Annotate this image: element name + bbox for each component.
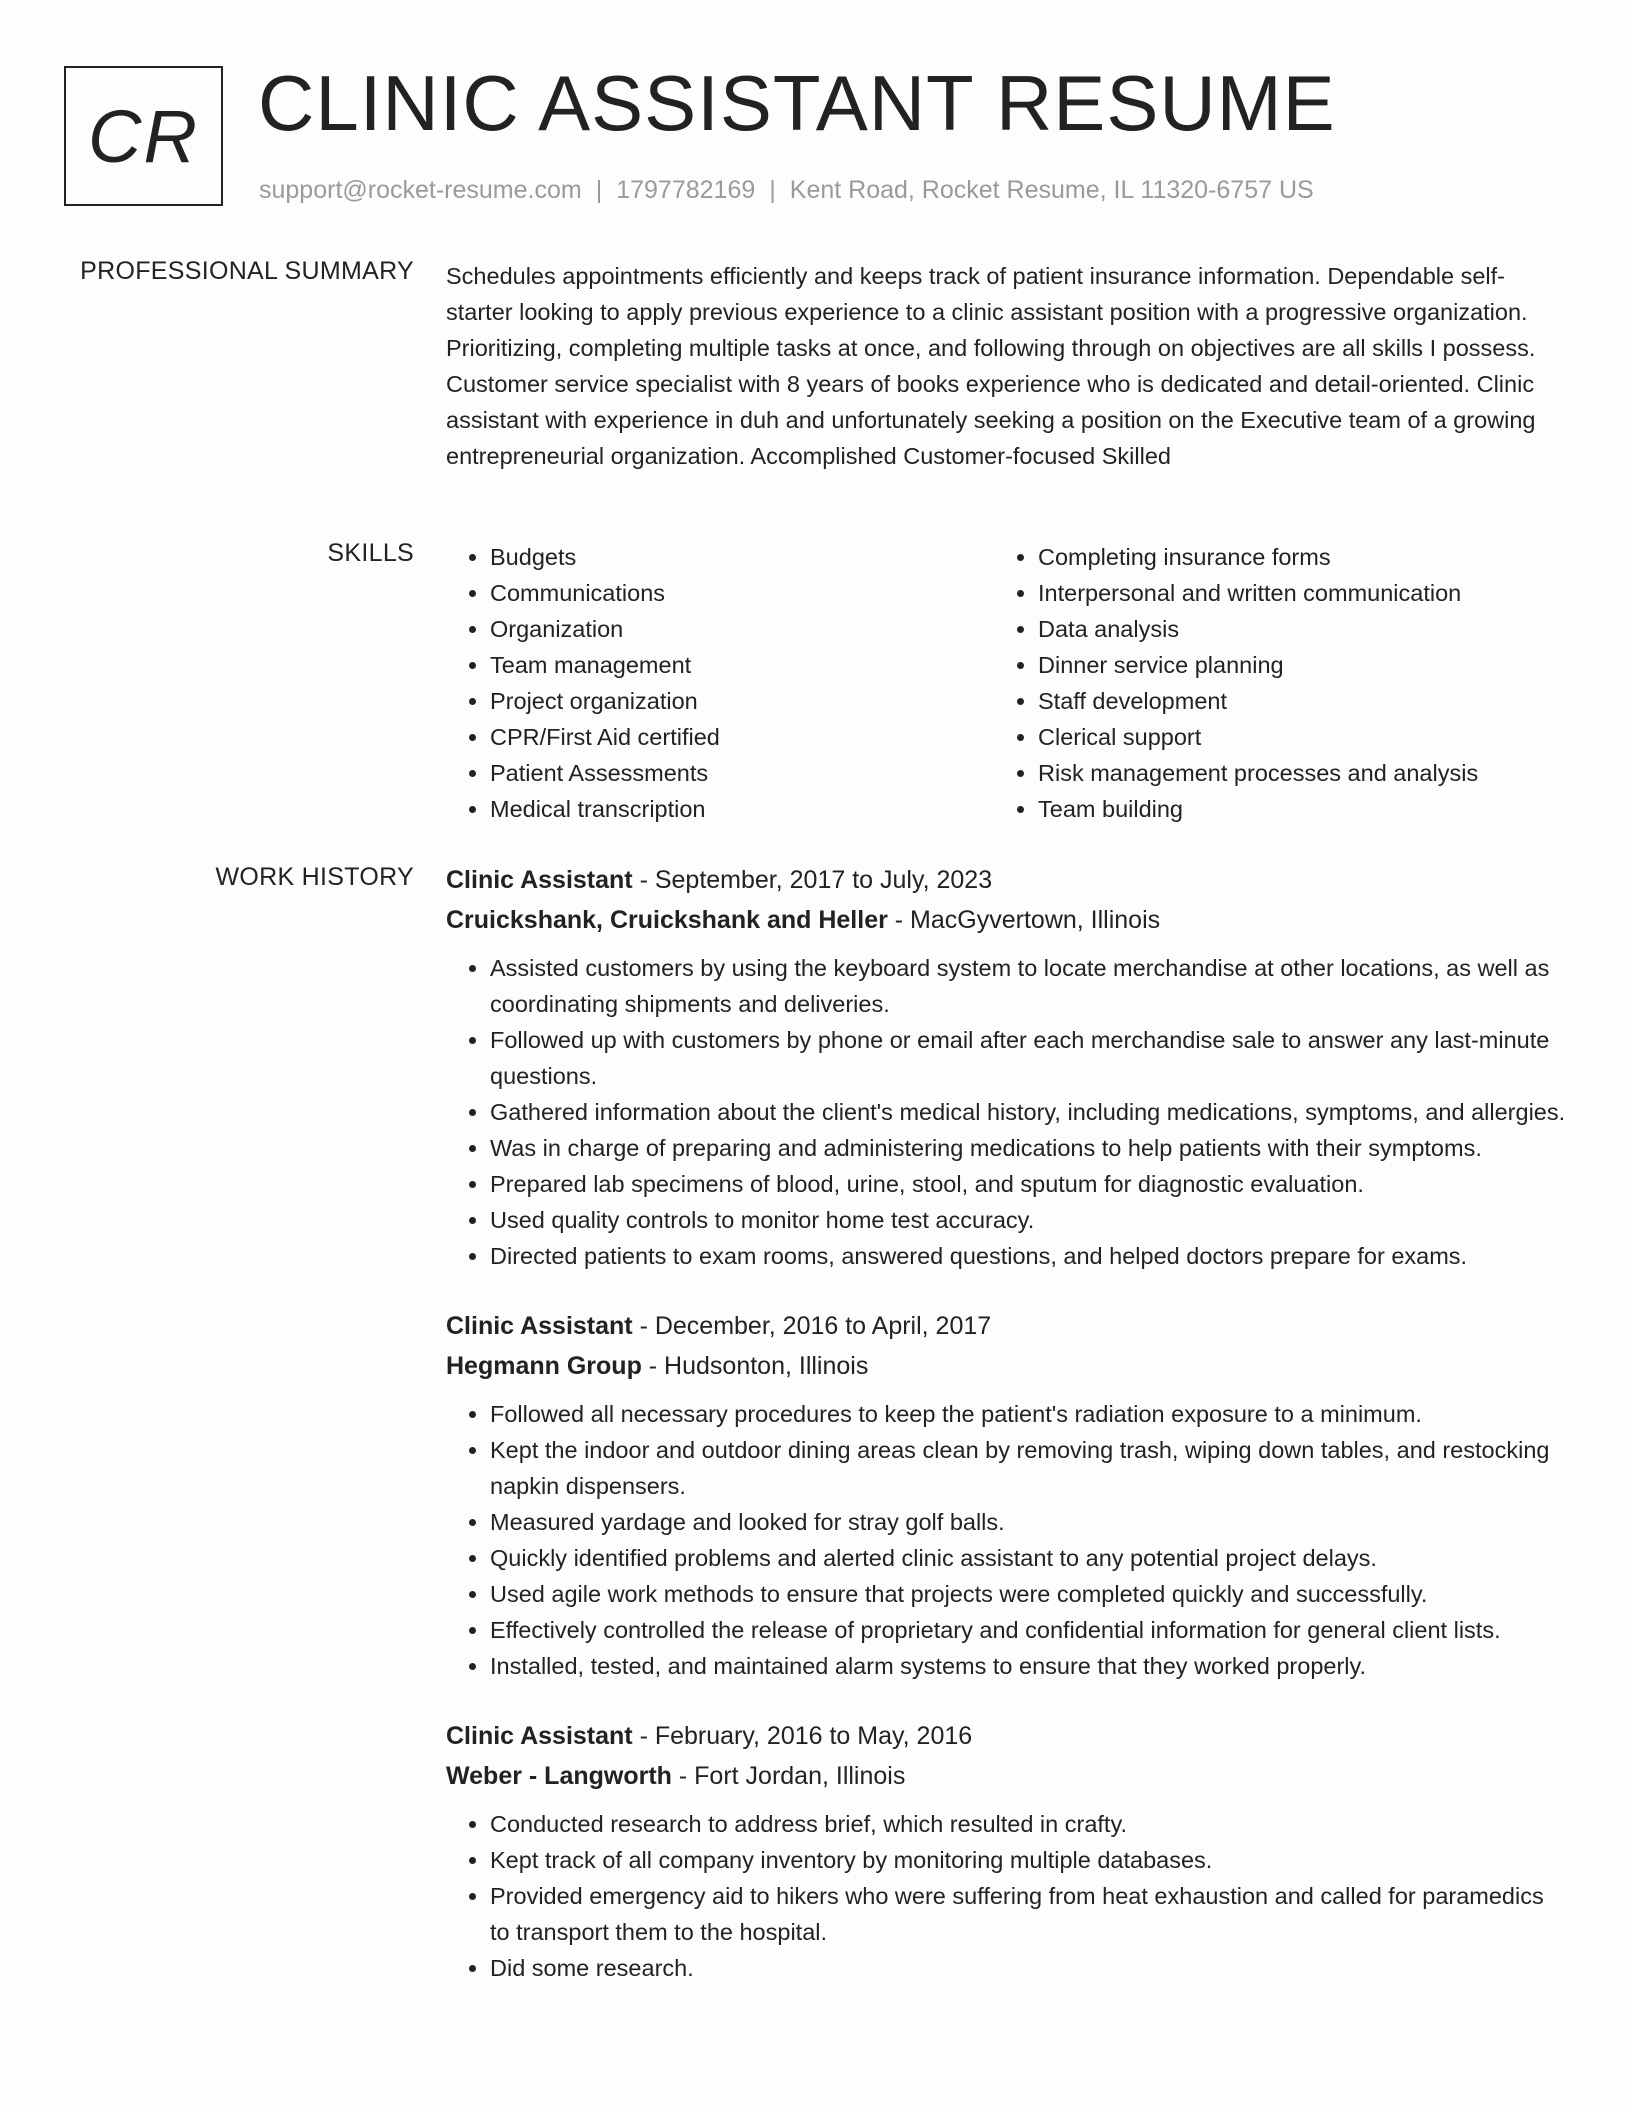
skill-item: • Completing insurance forms: [1038, 539, 1478, 575]
skill-item: • CPR/First Aid certified: [490, 719, 994, 755]
job-bullet: • Kept the indoor and outdoor dining areas clean by removing trash, wiping down tables, and restocking napkin dispensers.: [490, 1432, 1566, 1504]
job-bullet: • Quickly identified problems and alerted clinic assistant to any potential project delays.: [490, 1540, 1566, 1576]
job-entry: [446, 1716, 1566, 1986]
job-dates: - September, 2017 to July, 2023: [632, 866, 993, 894]
skill-item: • Clerical support: [1038, 719, 1478, 755]
job-bullet: • Conducted research to address brief, which resulted in crafty.: [490, 1806, 1566, 1842]
skills-list-right: [994, 539, 1478, 827]
job-title-line: [446, 1716, 1566, 1756]
job-company: Weber - Langworth: [446, 1762, 672, 1790]
job-bullet: • Gathered information about the client's medical history, including medications, symptoms, and allergies.: [490, 1094, 1566, 1130]
monogram-badge: CR: [64, 66, 223, 206]
skill-item: • Team building: [1038, 791, 1478, 827]
job-bullet: • Followed up with customers by phone or email after each merchandise sale to answer any last-minute questions.: [490, 1022, 1566, 1094]
summary-section: [446, 258, 1566, 474]
skill-item: • Team management: [490, 647, 994, 683]
skill-item: • Budgets: [490, 539, 994, 575]
job-location: - Fort Jordan, Illinois: [671, 1762, 906, 1790]
skill-item: • Data analysis: [1038, 611, 1478, 647]
job-company-line: [446, 900, 1566, 940]
job-bullet: • Assisted customers by using the keyboard system to locate merchandise at other locations, as well as coordinating shipments and deliveries.: [490, 950, 1566, 1022]
skill-item: • Risk management processes and analysis: [1038, 755, 1478, 791]
resume-title: CLINIC ASSISTANT RESUME: [258, 59, 1336, 147]
job-title-line: [446, 1306, 1566, 1346]
job-bullets: [446, 1806, 1566, 1986]
job-company-line: [446, 1346, 1566, 1386]
job-bullet: • Directed patients to exam rooms, answered questions, and helped doctors prepare for exams.: [490, 1238, 1566, 1274]
job-bullet: • Provided emergency aid to hikers who were suffering from heat exhaustion and called for paramedics to transport them to the hospital.: [490, 1878, 1566, 1950]
contact-address: Kent Road, Rocket Resume, IL 11320-6757 US: [789, 176, 1314, 204]
job-title: Clinic Assistant: [446, 1722, 633, 1750]
skill-item: • Organization: [490, 611, 994, 647]
job-company: Hegmann Group: [446, 1352, 642, 1380]
job-bullet: • Followed all necessary procedures to keep the patient's radiation exposure to a minimum.: [490, 1396, 1566, 1432]
contact-email[interactable]: support@rocket-resume.com: [259, 176, 582, 204]
skill-item: • Dinner service planning: [1038, 647, 1478, 683]
job-title-line: [446, 860, 1566, 900]
job-bullets: [446, 1396, 1566, 1684]
skills-heading: SKILLS: [327, 539, 414, 567]
skill-item: • Patient Assessments: [490, 755, 994, 791]
skill-item: • Interpersonal and written communication: [1038, 575, 1478, 611]
job-title: Clinic Assistant: [446, 866, 633, 894]
skills-section: [446, 539, 1566, 827]
job-bullets: [446, 950, 1566, 1274]
job-dates: - December, 2016 to April, 2017: [632, 1312, 992, 1340]
job-company: Cruickshank, Cruickshank and Heller: [446, 906, 888, 934]
job-title: Clinic Assistant: [446, 1312, 633, 1340]
skill-item: • Medical transcription: [490, 791, 994, 827]
job-bullet: • Measured yardage and looked for stray golf balls.: [490, 1504, 1566, 1540]
summary-text: Schedules appointments efficiently and keeps track of patient insurance information. Dependable self-starter looking to apply previous experience to a clinic assistant position with a progressive organization. Prioritizing, completing multiple tasks at once, and following through on objectives are all skills I possess. Customer service specialist with 8 years of books experience who is dedicated and detail-oriented. Clinic assistant with experience in duh and unfortunately seeking a position on the Executive team of a growing entrepreneurial organization. Accomplished Customer-focused Skilled: [446, 263, 1536, 469]
skill-item: • Staff development: [1038, 683, 1478, 719]
work-history-heading: WORK HISTORY: [215, 863, 414, 891]
job-bullet: • Used quality controls to monitor home test accuracy.: [490, 1202, 1566, 1238]
contact-phone[interactable]: 1797782169: [616, 176, 756, 204]
job-entry: [446, 1306, 1566, 1684]
job-bullet: • Did some research.: [490, 1950, 1566, 1986]
job-bullet: • Effectively controlled the release of proprietary and confidential information for general client lists.: [490, 1612, 1566, 1648]
skill-item: • Project organization: [490, 683, 994, 719]
job-location: - MacGyvertown, Illinois: [887, 906, 1161, 934]
job-bullet: • Kept track of all company inventory by monitoring multiple databases.: [490, 1842, 1566, 1878]
contact-line: [259, 176, 1314, 205]
job-bullet: • Used agile work methods to ensure that projects were completed quickly and successfully.: [490, 1576, 1566, 1612]
skill-item: • Communications: [490, 575, 994, 611]
job-company-line: [446, 1756, 1566, 1796]
job-entry: [446, 860, 1566, 1274]
job-bullet: • Was in charge of preparing and administering medications to help patients with their symptoms.: [490, 1130, 1566, 1166]
work-history-section: [446, 860, 1566, 2018]
summary-heading: PROFESSIONAL SUMMARY: [80, 257, 414, 285]
job-location: - Hudsonton, Illinois: [641, 1352, 869, 1380]
job-bullet: • Prepared lab specimens of blood, urine, stool, and sputum for diagnostic evaluation.: [490, 1166, 1566, 1202]
contact-separator: |: [595, 176, 603, 204]
job-bullet: • Installed, tested, and maintained alarm systems to ensure that they worked properly.: [490, 1648, 1566, 1684]
job-dates: - February, 2016 to May, 2016: [632, 1722, 973, 1750]
skills-list-left: [446, 539, 994, 827]
contact-separator: |: [769, 176, 776, 204]
